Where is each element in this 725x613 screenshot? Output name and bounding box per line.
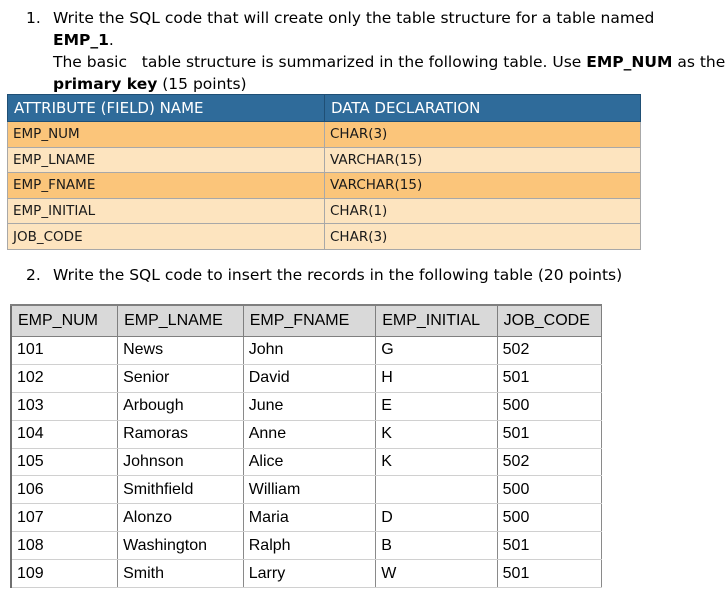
attribute-name: EMP_INITIAL (8, 198, 325, 224)
job-code-cell: 501 (497, 420, 601, 448)
records-table-header (11, 305, 602, 337)
table-row (8, 173, 641, 199)
question-1-line-2: The basic table structure is summarized in the following table. Use EMP_NUM as the (53, 53, 725, 71)
job-code-cell: 501 (497, 364, 601, 392)
data-declaration: CHAR(3) (325, 224, 641, 250)
emp-num-cell: 109 (11, 560, 118, 588)
emp-fname-cell: June (243, 392, 376, 420)
attribute-name: EMP_LNAME (8, 147, 325, 173)
data-declaration: CHAR(3) (325, 122, 641, 148)
emp-initial-cell: B (376, 532, 497, 560)
emp-num-cell: 108 (11, 532, 118, 560)
records-table (10, 304, 602, 588)
table-row (11, 448, 602, 476)
emp-lname-cell: Senior (118, 364, 244, 392)
question-2-number: 2. (26, 266, 41, 284)
structure-table-header (8, 95, 641, 122)
emp-initial-cell: K (376, 420, 497, 448)
attribute-name: JOB_CODE (8, 224, 325, 250)
job-code-cell: 501 (497, 532, 601, 560)
emp-fname-cell: Ralph (243, 532, 376, 560)
emp-lname-cell: Johnson (118, 448, 244, 476)
question-1-line-3: primary key (15 points) (53, 75, 247, 93)
emp-fname-cell: Alice (243, 448, 376, 476)
emp-lname-cell: News (118, 337, 244, 365)
column-header: EMP_FNAME (243, 305, 376, 337)
emp-fname-cell: Maria (243, 504, 376, 532)
attribute-name: EMP_FNAME (8, 173, 325, 199)
emp-num-cell: 104 (11, 420, 118, 448)
emp-initial-cell: E (376, 392, 497, 420)
column-header: DATA DECLARATION (325, 95, 641, 122)
column-header: EMP_LNAME (118, 305, 244, 337)
question-2-text: Write the SQL code to insert the records in the following table (20 points) (53, 266, 623, 284)
job-code-cell: 500 (497, 392, 601, 420)
emp-fname-cell: Larry (243, 560, 376, 588)
table-row (11, 420, 602, 448)
table-row (11, 337, 602, 365)
emp-lname-cell: Arbough (118, 392, 244, 420)
question-1-text (53, 7, 725, 95)
emp-num-cell: 101 (11, 337, 118, 365)
table-row (11, 392, 602, 420)
emp-num-cell: 102 (11, 364, 118, 392)
table-row (8, 198, 641, 224)
emp-num-cell: 105 (11, 448, 118, 476)
table-row (8, 147, 641, 173)
emp-lname-cell: Alonzo (118, 504, 244, 532)
emp-initial-cell: D (376, 504, 497, 532)
emp-num-cell: 107 (11, 504, 118, 532)
emp-lname-cell: Smith (118, 560, 244, 588)
column-header: JOB_CODE (497, 305, 601, 337)
attribute-name: EMP_NUM (8, 122, 325, 148)
job-code-cell: 502 (497, 448, 601, 476)
data-declaration: VARCHAR(15) (325, 147, 641, 173)
table-row (8, 122, 641, 148)
records-table-body (11, 337, 602, 588)
emp-initial-cell: G (376, 337, 497, 365)
table-row (11, 364, 602, 392)
table-row (11, 476, 602, 504)
structure-table (7, 94, 641, 250)
job-code-cell: 500 (497, 476, 601, 504)
question-1-number: 1. (26, 9, 41, 27)
column-header: ATTRIBUTE (FIELD) NAME (8, 95, 325, 122)
emp-fname-cell: David (243, 364, 376, 392)
emp-lname-cell: Washington (118, 532, 244, 560)
job-code-cell: 500 (497, 504, 601, 532)
job-code-cell: 502 (497, 337, 601, 365)
emp-initial-cell: H (376, 364, 497, 392)
emp-fname-cell: William (243, 476, 376, 504)
data-declaration: VARCHAR(15) (325, 173, 641, 199)
table-row (11, 532, 602, 560)
job-code-cell: 501 (497, 560, 601, 588)
column-header: EMP_INITIAL (376, 305, 497, 337)
emp-initial-cell: K (376, 448, 497, 476)
emp-lname-cell: Ramoras (118, 420, 244, 448)
emp-fname-cell: Anne (243, 420, 376, 448)
emp-initial-cell (376, 476, 497, 504)
question-1-line-1: Write the SQL code that will create only the table structure for a table named EMP_1. (53, 9, 655, 49)
emp-fname-cell: John (243, 337, 376, 365)
emp-initial-cell: W (376, 560, 497, 588)
table-row (11, 504, 602, 532)
data-declaration: CHAR(1) (325, 198, 641, 224)
table-row (8, 224, 641, 250)
emp-num-cell: 103 (11, 392, 118, 420)
emp-num-cell: 106 (11, 476, 118, 504)
emp-lname-cell: Smithfield (118, 476, 244, 504)
column-header: EMP_NUM (11, 305, 118, 337)
table-row (11, 560, 602, 588)
